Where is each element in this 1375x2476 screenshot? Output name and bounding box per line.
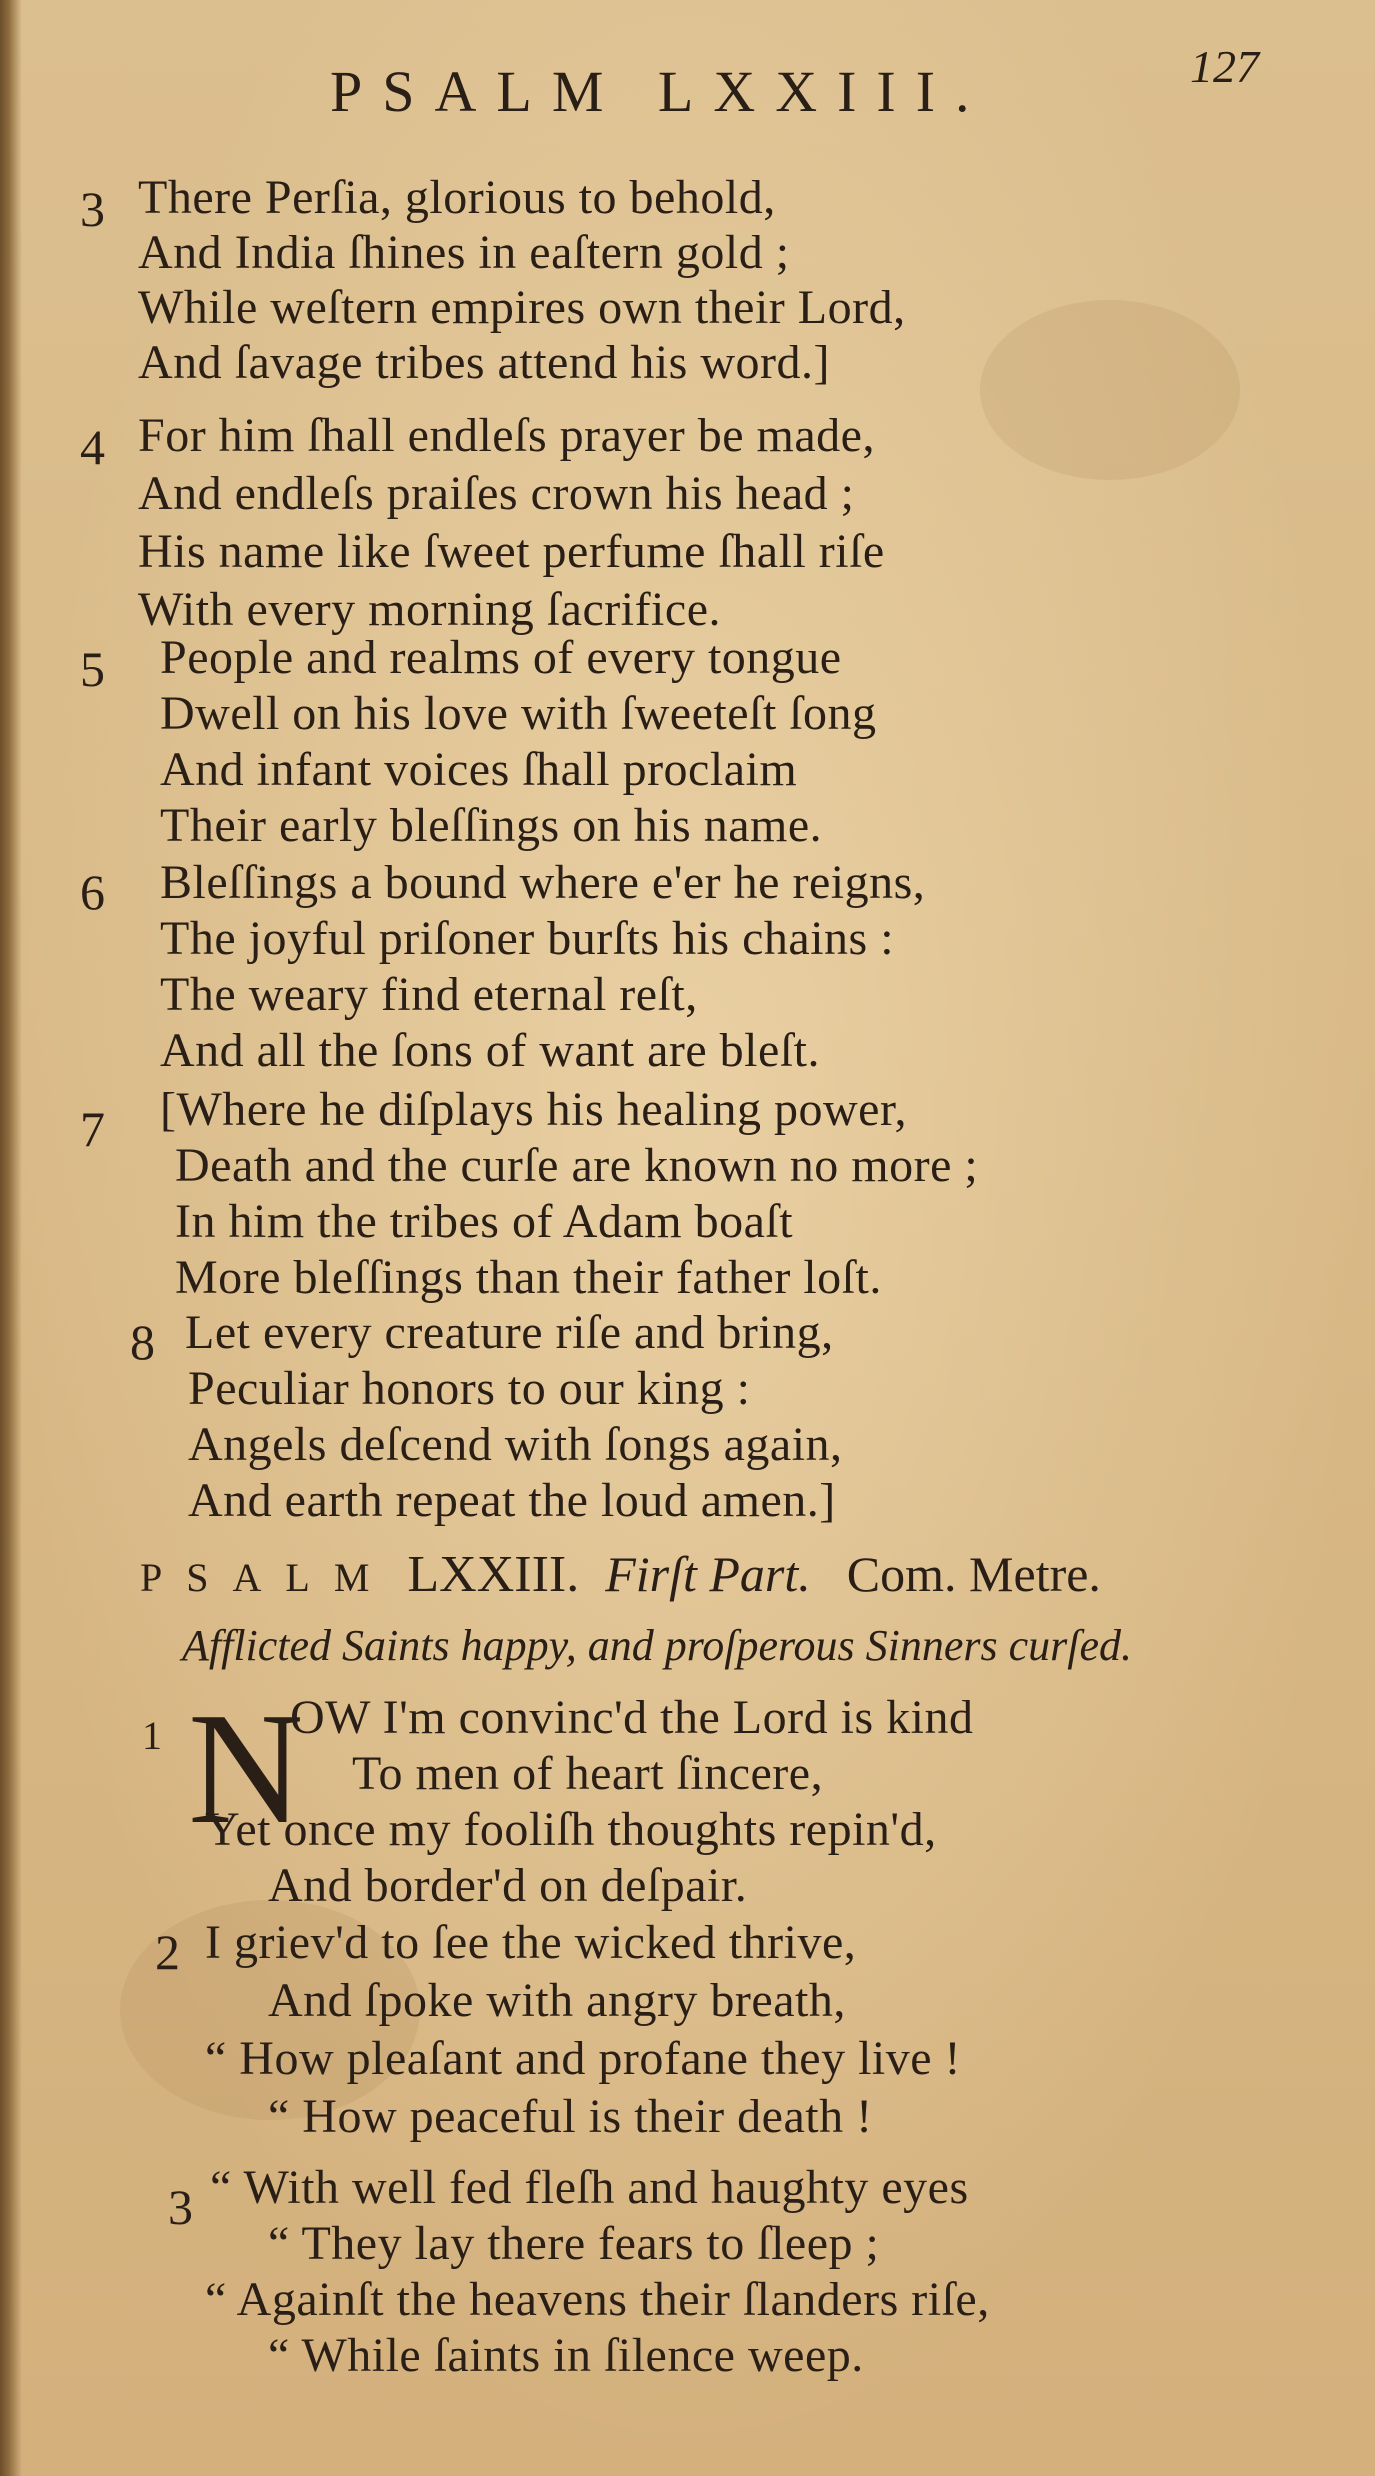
verse-line: And all the ſons of want are bleſt. [160,1024,820,1077]
verse-line: Death and the curſe are known no more ; [175,1139,979,1192]
stanza-number: 5 [80,641,105,697]
verse-line: His name like ſweet perfume ſhall riſe [138,525,885,578]
verse-line: And infant voices ſhall proclaim [160,743,798,796]
stanza-number: 6 [80,864,105,920]
verse-line: “ How peaceful is their death ! [268,2090,873,2143]
psalm-metre: Com. Metre. [846,1546,1101,1602]
stanza-number: 1 [142,1713,162,1758]
paper-stain [980,300,1240,480]
book-gutter [0,0,22,2476]
verse-line: “ Againſt the heavens their ſlanders riſe, [205,2273,990,2326]
verse-line: I griev'd to ſee the wicked thrive, [205,1916,857,1969]
psalm-part: Firſt Part. [605,1546,811,1602]
psalm-word: PSALM [140,1555,394,1600]
verse-line: Angels deſcend with ſongs again, [188,1418,843,1471]
stanza-number: 3 [80,181,105,237]
verse-line: There Perſia, glorious to behold, [138,171,776,224]
verse-line: And border'd on deſpair. [268,1859,748,1912]
verse-line: And ſavage tribes attend his word.] [138,336,830,389]
verse-line: Their early bleſſings on his name. [160,799,823,852]
verse-line: The weary find eternal reſt, [160,968,698,1021]
verse-line: And India ſhines in eaſtern gold ; [138,226,790,279]
verse-line: And endleſs praiſes crown his head ; [138,467,855,520]
verse-line: Let every creature riſe and bring, [185,1306,834,1359]
verse-line: While weſtern empires own their Lord, [138,281,906,334]
stanza-number: 4 [80,419,105,475]
verse-line: And ſpoke with angry breath, [268,1974,846,2027]
stanza-number: 2 [155,1924,180,1980]
verse-line: Bleſſings a bound where e'er he reigns, [160,856,926,909]
verse-line: Dwell on his love with ſweeteſt ſong [160,687,877,740]
verse-line: More bleſſings than their father loſt. [175,1251,882,1304]
psalm-heading [140,1545,1350,1604]
verse-line: “ How pleaſant and profane they live ! [205,2032,962,2085]
psalm-number: LXXIII. [407,1546,580,1603]
drop-cap: N [188,1679,304,1857]
verse-line: “ They lay there fears to ſleep ; [268,2217,880,2270]
verse-line: “ With well fed fleſh and haughty eyes [210,2161,969,2214]
verse-line: For him ſhall endleſs prayer be made, [138,409,875,462]
verse-line: In him the tribes of Adam boaſt [175,1195,794,1248]
verse-line: [Where he diſplays his healing power, [160,1083,908,1136]
psalm-subtitle: Afflicted Saints happy, and proſperous Sinners curſed. [182,1621,1132,1670]
verse-line: And earth repeat the loud amen.] [188,1474,836,1527]
verse-line: Peculiar honors to our king : [188,1362,751,1415]
verse-line: People and realms of every tongue [160,631,842,684]
verse-line: To men of heart ſincere, [352,1747,824,1800]
stanza-number: 8 [130,1314,155,1370]
verse-line: “ While ſaints in ſilence weep. [268,2329,864,2382]
stanza-number: 7 [80,1101,105,1157]
running-head: PSALM LXXIII. [330,59,990,124]
verse-line: Yet once my fooliſh thoughts repin'd, [205,1803,937,1856]
verse-line: With every morning ſacrifice. [138,583,721,636]
verse-line: OW I'm convinc'd the Lord is kind [290,1691,974,1744]
stanza-number: 3 [168,2179,193,2235]
verse-line: The joyful priſoner burſts his chains : [160,912,895,965]
page-number: 127 [1190,41,1259,92]
